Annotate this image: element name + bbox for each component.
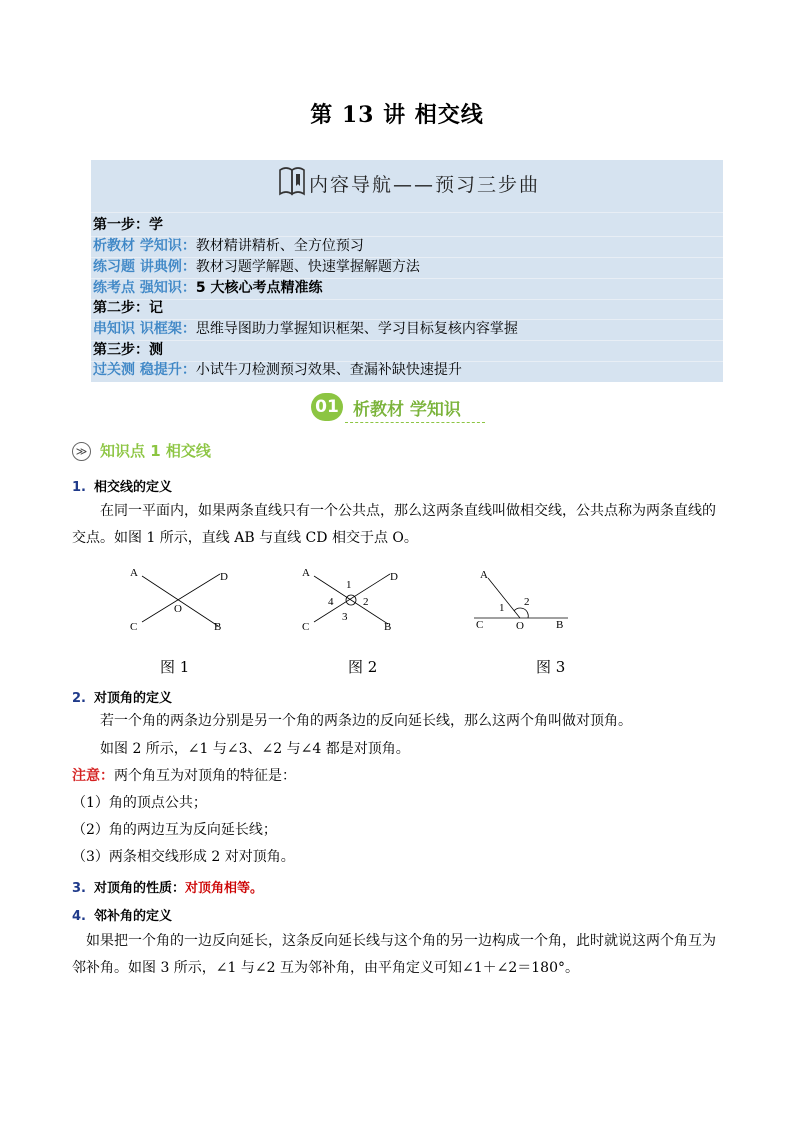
f1-label-D: D: [220, 571, 228, 583]
f3-label-A: A: [480, 569, 488, 581]
f2-angle-2: 2: [363, 596, 369, 608]
heading-adjacent-supplementary: 4. 邻补角的定义: [72, 909, 172, 924]
para-intersect-2: 交点。如图 1 所示，直线 AB 与直线 CD 相交于点 O。: [72, 530, 418, 546]
note-item-1: （1）角的顶点公共；: [72, 795, 207, 811]
f1-label-B: B: [214, 621, 222, 633]
para-adjacent-2: 邻补角。如图 3 所示，∠1 与∠2 互为邻补角，由平角定义可知∠1＋∠2＝180°。: [72, 960, 579, 976]
section-number: 01: [311, 393, 343, 421]
figure-2: [296, 560, 416, 640]
f1-label-A: A: [130, 567, 138, 579]
nav-row-step3: 第三步：测: [93, 342, 163, 358]
f3-angle-1: 1: [499, 602, 505, 614]
f2-angle-4: 4: [328, 596, 334, 608]
nav-row-step2: 第二步：记: [93, 300, 163, 316]
note-item-2: （2）角的两边互为反向延长线；: [72, 822, 277, 838]
circle-arrow-icon: ≫: [72, 442, 91, 461]
section-label: 析教材 学知识: [353, 400, 461, 420]
figure-1-caption: 图 1: [160, 658, 190, 676]
para-vertical-1: 若一个角的两条边分别是另一个角的两条边的反向延长线，那么这两个角叫做对顶角。: [100, 713, 632, 729]
nav-row-practice: 练习题 讲典例：教材习题学解题、快速掌握解题方法: [93, 259, 420, 275]
f1-label-O: O: [174, 603, 182, 615]
f2-angle-1: 1: [346, 579, 352, 591]
nav-header-title: 内容导航——预习三步曲: [309, 174, 541, 196]
figure-2-caption: 图 2: [348, 658, 378, 676]
f3-label-O: O: [516, 620, 524, 632]
heading-vertical-angles: 2. 对顶角的定义: [72, 691, 172, 706]
f2-label-A: A: [302, 567, 310, 579]
nav-row-learn: 析教材 学知识：教材精讲精析、全方位预习: [93, 238, 364, 254]
f2-label-D: D: [390, 571, 398, 583]
f3-label-C: C: [476, 619, 484, 631]
f2-label-C: C: [302, 621, 310, 633]
nav-row-test: 过关测 稳提升：小试牛刀检测预习效果、查漏补缺快速提升: [93, 362, 462, 378]
para-adjacent-1: 如果把一个角的一边反向延长，这条反向延长线与这个角的另一边构成一个角，此时就说这两个角互为: [86, 933, 716, 949]
nav-header: [91, 160, 723, 212]
nav-row-framework: 串知识 识框架：思维导图助力掌握知识框架、学习目标复核内容掌握: [93, 321, 518, 337]
page-title: 第 13 讲 相交线: [310, 102, 484, 128]
section-underline: [345, 422, 485, 423]
f1-label-C: C: [130, 621, 138, 633]
f2-label-B: B: [384, 621, 392, 633]
figure-1: [124, 560, 244, 640]
f3-label-B: B: [556, 619, 564, 631]
content-nav-box: [91, 160, 723, 382]
book-icon: [277, 164, 307, 198]
figure-3: [468, 560, 578, 640]
note-line: 注意：两个角互为对顶角的特征是：: [72, 768, 296, 784]
figure-3-caption: 图 3: [536, 658, 566, 676]
para-intersect-1: 在同一平面内，如果两条直线只有一个公共点，那么这两条直线叫做相交线，公共点称为两条直线的: [100, 503, 716, 519]
note-item-3: （3）两条相交线形成 2 对对顶角。: [72, 849, 295, 865]
f2-angle-3: 3: [342, 611, 348, 623]
heading-intersecting-lines: 1. 相交线的定义: [72, 480, 172, 495]
nav-row-step1: 第一步：学: [93, 217, 163, 233]
f3-angle-2: 2: [524, 596, 530, 608]
nav-row-points: 练考点 强知识：5 大核心考点精准练: [93, 280, 323, 296]
para-vertical-2: 如图 2 所示，∠1 与∠3、∠2 与∠4 都是对顶角。: [100, 741, 410, 757]
heading-vertical-property: 3. 对顶角的性质：对顶角相等。: [72, 881, 264, 896]
